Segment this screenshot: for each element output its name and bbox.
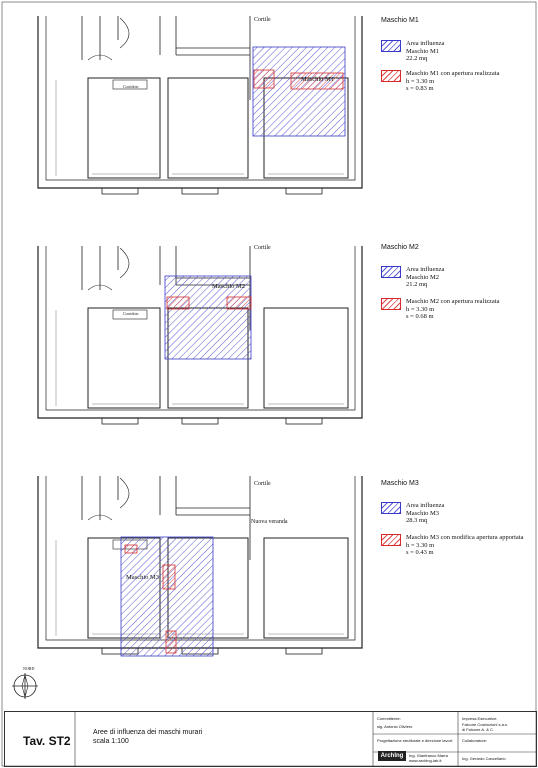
legend-line: 22.2 mq bbox=[406, 55, 428, 62]
collaborator-name: Ing. Gerardo Cancellario bbox=[462, 756, 506, 761]
opening-area bbox=[254, 70, 274, 88]
legend-line: s = 0.83 m bbox=[406, 85, 434, 92]
contractor-name-2: di Falcone A. & C. bbox=[462, 727, 495, 732]
panel-title-m2: Maschio M2 bbox=[381, 244, 419, 251]
corridor-label: Corridoio bbox=[123, 84, 139, 89]
area-swatch bbox=[381, 502, 401, 514]
door-swing bbox=[120, 478, 129, 508]
opening-swatch bbox=[381, 298, 401, 310]
client-heading: Committente: bbox=[377, 716, 401, 721]
partition bbox=[176, 16, 250, 100]
legend-line: Area influenza bbox=[406, 502, 445, 509]
room-2 bbox=[168, 78, 248, 178]
legend-line: h = 3.30 m bbox=[406, 305, 435, 313]
influence-area bbox=[253, 47, 345, 136]
wall-label-m1: Maschio M1 bbox=[301, 76, 335, 83]
legend-line: 28.3 mq bbox=[406, 517, 428, 524]
contractor-heading: Impresa Esecutrice: bbox=[462, 716, 498, 721]
courtyard-label: Cortile bbox=[254, 245, 271, 251]
north-label: NORD bbox=[23, 666, 35, 671]
door-swing bbox=[120, 248, 129, 278]
client-name: sig. Antonio Oliviero bbox=[377, 724, 413, 729]
legend-line: Area influenza bbox=[406, 40, 445, 47]
legend-line: h = 3.30 m bbox=[406, 541, 435, 549]
door-swing bbox=[120, 18, 129, 48]
room-3 bbox=[264, 538, 348, 638]
legend-line: Maschio M2 con apertura realizzata bbox=[406, 298, 500, 305]
window bbox=[286, 188, 322, 194]
legend-line: Maschio M1 con apertura realizzata bbox=[406, 70, 500, 77]
sheet-title: Aree di influenza dei maschi murari bbox=[93, 729, 203, 736]
sheet-scale: scala 1:100 bbox=[93, 738, 129, 745]
opening-swatch bbox=[381, 534, 401, 546]
courtyard-label: Cortile bbox=[254, 17, 271, 23]
window bbox=[286, 418, 322, 424]
stair-wall bbox=[82, 16, 176, 60]
wall-label-m3: Maschio M3 bbox=[126, 574, 160, 581]
corridor-label: Corridoio bbox=[123, 311, 139, 316]
legend-line: s = 0.68 m bbox=[406, 313, 434, 320]
stair-wall bbox=[82, 246, 176, 290]
room-1 bbox=[88, 308, 160, 408]
window bbox=[182, 418, 218, 424]
legend-line: 21.2 mq bbox=[406, 281, 428, 288]
courtyard-label: Cortile bbox=[254, 481, 271, 487]
legend-line: Maschio M1 bbox=[406, 47, 440, 55]
title-block-grid bbox=[5, 712, 536, 766]
room-3 bbox=[264, 308, 348, 408]
archlab-logo: ArchIng bbox=[378, 751, 406, 761]
wall-label-m2: Maschio M2 bbox=[212, 283, 246, 290]
window bbox=[102, 188, 138, 194]
designer-web: www.archlng-lab.it bbox=[409, 758, 442, 763]
opening-area bbox=[166, 631, 176, 653]
window bbox=[286, 648, 322, 654]
legend-line: Area influenza bbox=[406, 266, 445, 273]
veranda-label: Nuova veranda bbox=[251, 519, 288, 525]
contractor-name: Falcone Costruzioni s.a.s. bbox=[462, 722, 509, 727]
area-swatch bbox=[381, 40, 401, 52]
designer-name: Ing. Gianfranco Marra bbox=[409, 753, 448, 758]
window bbox=[102, 418, 138, 424]
legend-line: Maschio M2 bbox=[406, 273, 440, 281]
stair-wall bbox=[82, 476, 176, 520]
north-arrow-icon bbox=[12, 673, 38, 699]
window bbox=[182, 188, 218, 194]
opening-area bbox=[163, 565, 175, 589]
panel-title-m1: Maschio M1 bbox=[381, 17, 419, 24]
opening-area bbox=[125, 545, 137, 553]
opening-area bbox=[227, 297, 251, 309]
title-block bbox=[4, 711, 537, 767]
room-1 bbox=[88, 78, 160, 178]
design-heading: Progettazione strutturale e direzione lavori: bbox=[377, 738, 454, 743]
legend-line: Maschio M3 bbox=[406, 509, 440, 517]
sheet-code: Tav. ST2 bbox=[23, 734, 71, 748]
opening-swatch bbox=[381, 70, 401, 82]
legend-line: Maschio M3 con modifica apertura apportata bbox=[406, 534, 524, 541]
legend-line: s = 0.43 m bbox=[406, 549, 434, 556]
legend-line: h = 3.30 m bbox=[406, 77, 435, 85]
collab-heading: Collaboratore: bbox=[462, 738, 488, 743]
area-swatch bbox=[381, 266, 401, 278]
panel-title-m3: Maschio M3 bbox=[381, 480, 419, 487]
opening-area bbox=[167, 297, 189, 309]
